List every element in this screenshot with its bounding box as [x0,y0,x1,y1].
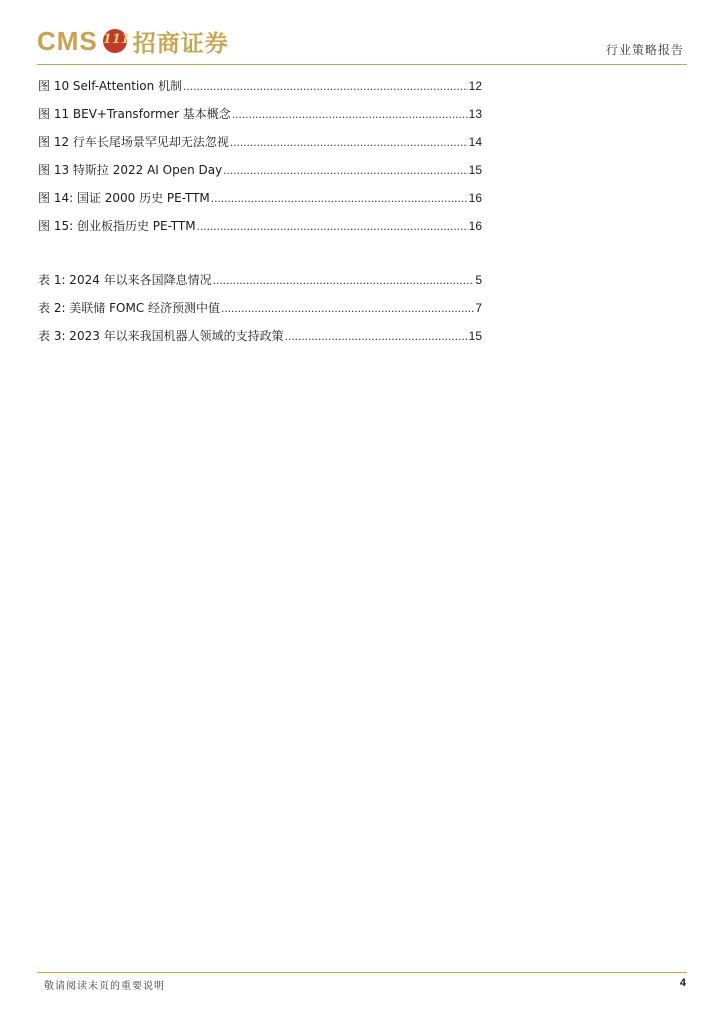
dot-leader [183,78,468,94]
toc-entry-page: 7 [475,301,482,315]
dot-leader [285,328,468,344]
toc-entry-figure-11[interactable] [38,106,482,134]
logo-badge-icon [102,29,130,53]
document-type-label: 行业策略报告 [605,43,684,57]
page-header [0,0,724,70]
toc-entry-page: 13 [468,107,482,121]
toc-entry-page: 5 [475,273,482,287]
toc-entry-page: 15 [468,163,482,177]
toc-entry-label: 图 12 行车长尾场景罕见却无法忽视 [38,135,229,149]
dot-leader [213,272,475,288]
toc-entry-label: 表 1: 2024 年以来各国降息情况 [38,273,212,287]
cms-logo [37,24,229,58]
toc-entry-label: 图 13 特斯拉 2022 AI Open Day [38,163,223,177]
toc-entry-figure-15[interactable] [38,218,482,246]
footer-disclaimer: 敬请阅读末页的重要说明 [44,981,165,992]
dot-leader [221,300,474,316]
toc-entry-table-1[interactable] [38,272,482,300]
toc-entry-label: 表 3: 2023 年以来我国机器人领域的支持政策 [38,329,284,343]
logo-chinese-text: 招商证券 [132,29,229,57]
toc-entry-table-3[interactable] [38,328,482,356]
dot-leader [197,218,468,234]
toc-entry-label: 图 15: 创业板指历史 PE-TTM [38,219,196,233]
toc-entry-figure-14[interactable] [38,190,482,218]
toc-entry-page: 16 [468,219,482,233]
page-number: 4 [679,977,686,989]
logo-latin-text: CMS [37,25,98,56]
toc-entry-figure-12[interactable] [38,134,482,162]
footer-divider [37,972,687,973]
toc-entry-page: 16 [468,191,482,205]
dot-leader [230,134,468,150]
toc-entry-page: 14 [468,135,482,149]
header-divider [37,64,687,65]
toc-entry-label: 图 14: 国证 2000 历史 PE-TTM [38,191,210,205]
logo-badge-text: 111 [102,32,130,47]
toc-entry-figure-10[interactable] [38,78,482,106]
toc-entry-figure-13[interactable] [38,162,482,190]
toc-entry-page: 12 [468,79,482,93]
toc-entry-table-2[interactable] [38,300,482,328]
dot-leader [232,106,468,122]
toc-entry-page: 15 [468,329,482,343]
dot-leader [211,190,468,206]
toc-entry-label: 图 11 BEV+Transformer 基本概念 [38,107,231,121]
figure-index-list [38,78,482,246]
table-index-list [38,272,482,356]
toc-entry-label: 图 10 Self-Attention 机制 [38,79,183,93]
dot-leader [223,162,467,178]
toc-entry-label: 表 2: 美联储 FOMC 经济预测中值 [38,301,221,315]
